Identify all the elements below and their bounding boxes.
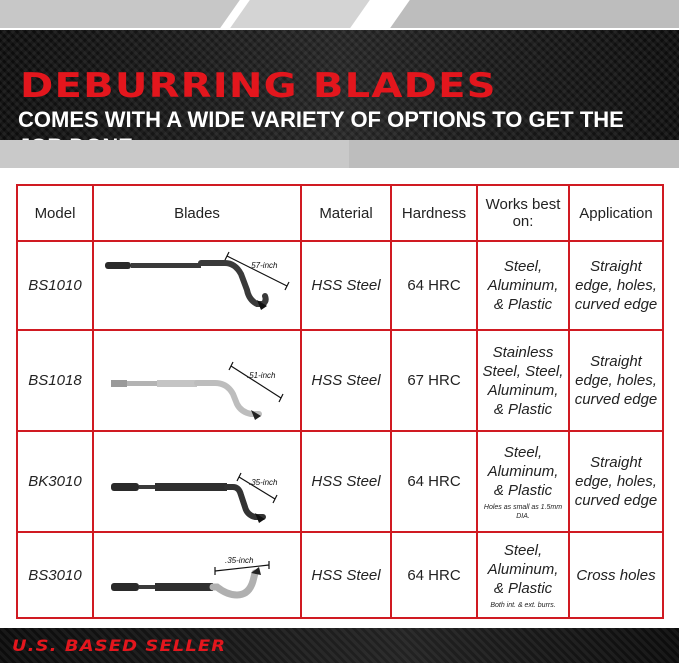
cell-works [477, 330, 569, 431]
top-decor-stripes [0, 0, 679, 32]
cell-blade [93, 431, 301, 532]
cell-model: BS3010 [17, 532, 93, 618]
table-row [17, 330, 663, 431]
spec-table-container [16, 184, 664, 619]
cell-hardness: 67 HRC [391, 330, 477, 431]
table-header-row [17, 185, 663, 241]
cell-hardness: 64 HRC [391, 241, 477, 330]
blade-image [97, 246, 297, 326]
cell-works [477, 532, 569, 618]
works-text: Steel, Aluminum, & Plastic [487, 258, 559, 313]
blade-image [97, 336, 297, 426]
page-title: DEBURRING BLADES [20, 66, 497, 106]
header-material: Material [301, 185, 391, 241]
blade-image [97, 437, 297, 527]
cell-model: BS1010 [17, 241, 93, 330]
header-banner [0, 30, 679, 140]
seller-badge: U.S. BASED SELLER [12, 636, 227, 655]
works-note: Holes as small as 1.5mm DIA. [483, 503, 563, 520]
header-works-best-on: Works best on: [477, 185, 569, 241]
table-row [17, 532, 663, 618]
header-blades: Blades [93, 185, 301, 241]
footer-banner [0, 628, 679, 663]
works-text: Stainless Steel, Steel, Aluminum, & Plastic [482, 343, 564, 418]
cell-hardness: 64 HRC [391, 431, 477, 532]
blade-dimension-label: .51-inch [247, 370, 276, 380]
cell-hardness: 64 HRC [391, 532, 477, 618]
spec-table [16, 184, 664, 619]
header-application: Application [569, 185, 663, 241]
blade-dimension-label: .35-inch [225, 556, 254, 565]
works-text: Steel, Aluminum, & Plastic [487, 541, 559, 597]
blade-dimension-label: .35-inch [249, 477, 278, 487]
header-divider [0, 140, 679, 168]
cell-application: Straight edge, holes, curved edge [569, 431, 663, 532]
header-hardness: Hardness [391, 185, 477, 241]
header-model: Model [17, 185, 93, 241]
cell-application: Straight edge, holes, curved edge [569, 330, 663, 431]
cell-material: HSS Steel [301, 241, 391, 330]
page-subtitle: COMES WITH A WIDE VARIETY OF OPTIONS TO GET THE [18, 107, 624, 132]
table-row [17, 241, 663, 330]
cell-application: Cross holes [569, 532, 663, 618]
works-text: Steel, Aluminum, & Plastic [487, 443, 559, 499]
blade-dimension-label: .57-inch [249, 260, 278, 270]
table-row [17, 431, 663, 532]
cell-works [477, 241, 569, 330]
cell-model: BS1018 [17, 330, 93, 431]
cell-material: HSS Steel [301, 330, 391, 431]
blade-image [97, 535, 297, 615]
cell-blade [93, 330, 301, 431]
works-note: Both int. & ext. burrs. [490, 601, 556, 609]
cell-material: HSS Steel [301, 431, 391, 532]
cell-blade [93, 241, 301, 330]
cell-material: HSS Steel [301, 532, 391, 618]
cell-model: BK3010 [17, 431, 93, 532]
cell-works [477, 431, 569, 532]
cell-blade [93, 532, 301, 618]
cell-application: Straight edge, holes, curved edge [569, 241, 663, 330]
